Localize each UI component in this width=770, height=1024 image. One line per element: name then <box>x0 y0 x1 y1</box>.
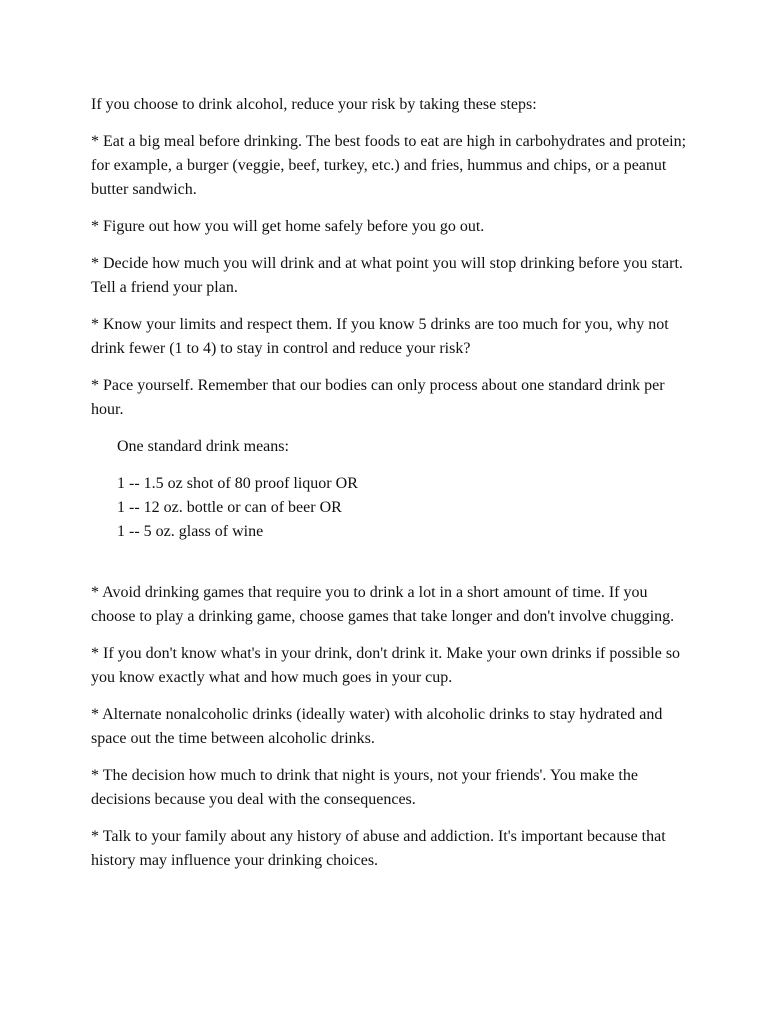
tip-eat-meal: * Eat a big meal before drinking. The best foods to eat are high in carbohydrates and protein; for example, a burger (veggie, beef, turkey, etc.) and fries, hummus and chips, or a peanut butter sandwich. <box>91 133 687 198</box>
tip-decide-amount: * Decide how much you will drink and at what point you will stop drinking before you start. Tell a friend your plan. <box>91 255 683 296</box>
tip-family-history: * Talk to your family about any history of abuse and addiction. It's important because that history may influence your drinking choices. <box>91 828 666 869</box>
standard-drink-item-liquor: 1 -- 1.5 oz shot of 80 proof liquor OR <box>117 475 358 492</box>
standard-drink-item-wine: 1 -- 5 oz. glass of wine <box>117 523 264 540</box>
intro-paragraph: If you choose to drink alcohol, reduce your risk by taking these steps: <box>91 96 537 113</box>
tip-unknown-drink: * If you don't know what's in your drink, don't drink it. Make your own drinks if possible so you know exactly what and how much goes in your cup. <box>91 645 681 686</box>
tip-pace-yourself: * Pace yourself. Remember that our bodies can only process about one standard drink per hour. <box>91 377 665 418</box>
standard-drink-block <box>91 435 691 544</box>
tip-get-home: * Figure out how you will get home safely before you go out. <box>91 218 485 235</box>
standard-drink-heading: One standard drink means: <box>117 438 289 455</box>
tip-drinking-games: * Avoid drinking games that require you to drink a lot in a short amount of time. If you choose to play a drinking game, choose games that take longer and don't involve chugging. <box>91 584 675 625</box>
standard-drink-item-beer: 1 -- 12 oz. bottle or can of beer OR <box>117 499 342 516</box>
document-body <box>91 93 691 886</box>
tip-your-decision: * The decision how much to drink that night is yours, not your friends'. You make the decisions because you deal with the consequences. <box>91 767 638 808</box>
tip-know-limits: * Know your limits and respect them. If you know 5 drinks are too much for you, why not drink fewer (1 to 4) to stay in control and reduce your risk? <box>91 316 669 357</box>
tip-alternate-drinks: * Alternate nonalcoholic drinks (ideally water) with alcoholic drinks to stay hydrated and space out the time between alcoholic drinks. <box>91 706 663 747</box>
standard-drink-list <box>117 472 691 544</box>
